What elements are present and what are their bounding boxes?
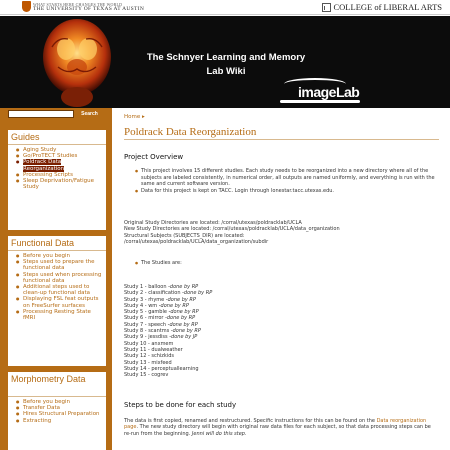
- guides-list: [8, 144, 106, 193]
- studies-list: [124, 284, 324, 378]
- guides-link-label: Aging Study: [23, 147, 57, 153]
- studies-intro-item: ● The Studies are:: [136, 260, 436, 267]
- site-title: [126, 51, 326, 79]
- study-name: Study 6 - mirror: [124, 315, 164, 322]
- functional-link-label: Additional steps used to clean-up functional data: [23, 284, 91, 297]
- overview-heading: Project Overview: [124, 153, 184, 161]
- overview-bullets: [136, 168, 436, 194]
- functional-link[interactable]: [16, 284, 104, 296]
- data-reorganization-link[interactable]: Data reorganization page: [124, 418, 427, 431]
- directory-line: /corral/utexas/poldracklab/UCLA/data_organization/subdir: [124, 239, 269, 246]
- study-name: Study 4 - wm: [124, 302, 158, 309]
- steps-text-3: Jenni will do this step.: [191, 430, 247, 437]
- study-note: -done by RP: [165, 315, 196, 322]
- imagelab-underline: [280, 100, 360, 103]
- guides-link[interactable]: [16, 178, 104, 190]
- study-note: -done by RP: [182, 290, 213, 297]
- guides-link[interactable]: [16, 159, 104, 171]
- functional-list: [8, 250, 106, 324]
- morphometry-link-label: Extracting: [23, 417, 52, 424]
- morphometry-link-label: Before you begin: [23, 399, 70, 405]
- study-name: Study 8 - scantms: [124, 328, 170, 335]
- morphometry-panel: [8, 372, 106, 450]
- site-title-line1: The Schnyer Learning and Memory: [146, 52, 306, 63]
- ut-logo[interactable]: [22, 1, 144, 12]
- functional-link-label: Steps used when processing functional data: [23, 271, 102, 284]
- directory-line: New Study Directories are located: /corral/utexas/poldracklab/UCLA/data_organization: [124, 226, 340, 233]
- study-note: -done by RP: [165, 296, 196, 303]
- study-note: -done by RP: [170, 328, 201, 335]
- guides-link-label: Processing Scripts: [23, 171, 73, 178]
- functional-link-label: Before you begin: [23, 253, 70, 259]
- steps-heading: Steps to be done for each study: [124, 401, 237, 409]
- guides-title: Guides: [11, 132, 40, 142]
- overview-bullet: ● This project involves 15 different studies. Each study needs to be reorganized into a new directory where all of the subjects are labeled consistently, in numerical order, all outputs are named uniformly, and everything is run with the same and current software version.: [136, 168, 436, 188]
- study-name: Study 10 - anxmem: [124, 340, 174, 347]
- directory-info: [124, 220, 439, 246]
- directory-line: Original Study Directories are located: /corral/utexas/poldracklab/UCLA: [124, 220, 302, 226]
- page-title: Poldrack Data Reorganization: [124, 126, 257, 138]
- morphometry-link-label: Transfer Data: [23, 405, 60, 412]
- brain-scan-image: [38, 17, 116, 107]
- title-divider: [124, 139, 439, 140]
- search-button[interactable]: Search: [76, 110, 103, 118]
- college-logo[interactable]: [322, 2, 443, 12]
- breadcrumb[interactable]: Home ▸: [124, 114, 145, 120]
- search-form: [8, 110, 104, 119]
- study-name: Study 1 - balloon: [124, 284, 167, 290]
- study-name: Study 14 - perceptuallearning: [124, 365, 199, 372]
- college-name: COLLEGE of LIBERAL ARTS: [333, 2, 442, 12]
- ut-name: THE UNIVERSITY OF TEXAS AT AUSTIN: [33, 5, 145, 12]
- morphometry-link[interactable]: [16, 418, 104, 424]
- study-name: Study 3 - rhyme: [124, 296, 165, 303]
- functional-link-label: Processing Resting State fMRI: [23, 308, 91, 322]
- functional-link[interactable]: [16, 272, 104, 284]
- imagelab-logo: imageLab: [298, 84, 360, 100]
- study-name: Study 2 - classification: [124, 290, 181, 297]
- study-name: Study 7 - speech: [124, 321, 167, 328]
- study-note: -done by RP: [168, 284, 199, 290]
- study-name: Study 11 - dualweather: [124, 346, 183, 353]
- functional-link-label: Steps used to prepare the functional data: [23, 259, 95, 272]
- study-note: -done by RP: [167, 321, 198, 328]
- guides-panel: [8, 130, 106, 230]
- study-note: -done by JP: [169, 334, 198, 341]
- overview-bullet: ● Data for this project is kept on TACC. Login through lonestar.tacc.utexas.edu.: [136, 188, 436, 195]
- guides-link-label: Sleep Deprivation/Fatigue Study: [23, 178, 95, 191]
- functional-link-label: Displaying FSL feat outputs on FreeSurfer surfaces: [23, 296, 99, 309]
- site-title-line2: Lab Wiki: [206, 66, 246, 77]
- functional-link[interactable]: [16, 309, 104, 321]
- steps-text-1: The data is first copied, renamed and restructured. Specific instructions for this can be found on the: [124, 418, 375, 424]
- steps-text-2: . The new study directory will begin with original raw data files for each subject, so that data processing steps can be re-run from the beginning.: [124, 424, 431, 437]
- study-name: Study 12 - schizkids: [124, 353, 174, 360]
- morphometry-list: [8, 396, 106, 427]
- study-note: -done by RP: [168, 309, 199, 316]
- study-name: Study 5 - gamble: [124, 309, 167, 316]
- functional-link[interactable]: [16, 296, 104, 308]
- ut-tagline: WHAT STARTS HERE CHANGES THE WORLD: [33, 1, 123, 7]
- guides-link-label: Go/ProTECT Studies: [23, 153, 78, 160]
- left-sidebar: [0, 108, 112, 450]
- functional-link[interactable]: [16, 259, 104, 271]
- morphometry-title: Morphometry Data: [11, 374, 86, 384]
- college-building-icon: [322, 3, 331, 12]
- ut-seal-icon: [22, 1, 31, 12]
- study-name: Study 13 - mixfeed: [124, 359, 172, 366]
- site-banner: [0, 16, 450, 108]
- steps-paragraph: [124, 418, 439, 437]
- guides-link-label: Poldrack Data Reorganization: [23, 159, 65, 172]
- functional-title: Functional Data: [11, 238, 75, 248]
- directory-line: Structural Subjects (SUBJECTS_DIR) are located:: [124, 232, 245, 239]
- search-input[interactable]: [8, 110, 74, 118]
- main-content: [112, 108, 450, 450]
- functional-panel: [8, 236, 106, 366]
- studies-intro: [136, 260, 436, 267]
- study-item: [124, 372, 324, 378]
- university-header: [0, 0, 450, 15]
- study-note: -done by RP: [158, 302, 189, 309]
- study-name: Study 9 - jessdiss: [124, 334, 168, 341]
- morphometry-link-label: Hires Structural Preparation: [23, 411, 100, 418]
- study-name: Study 15 - cogrev: [124, 372, 169, 379]
